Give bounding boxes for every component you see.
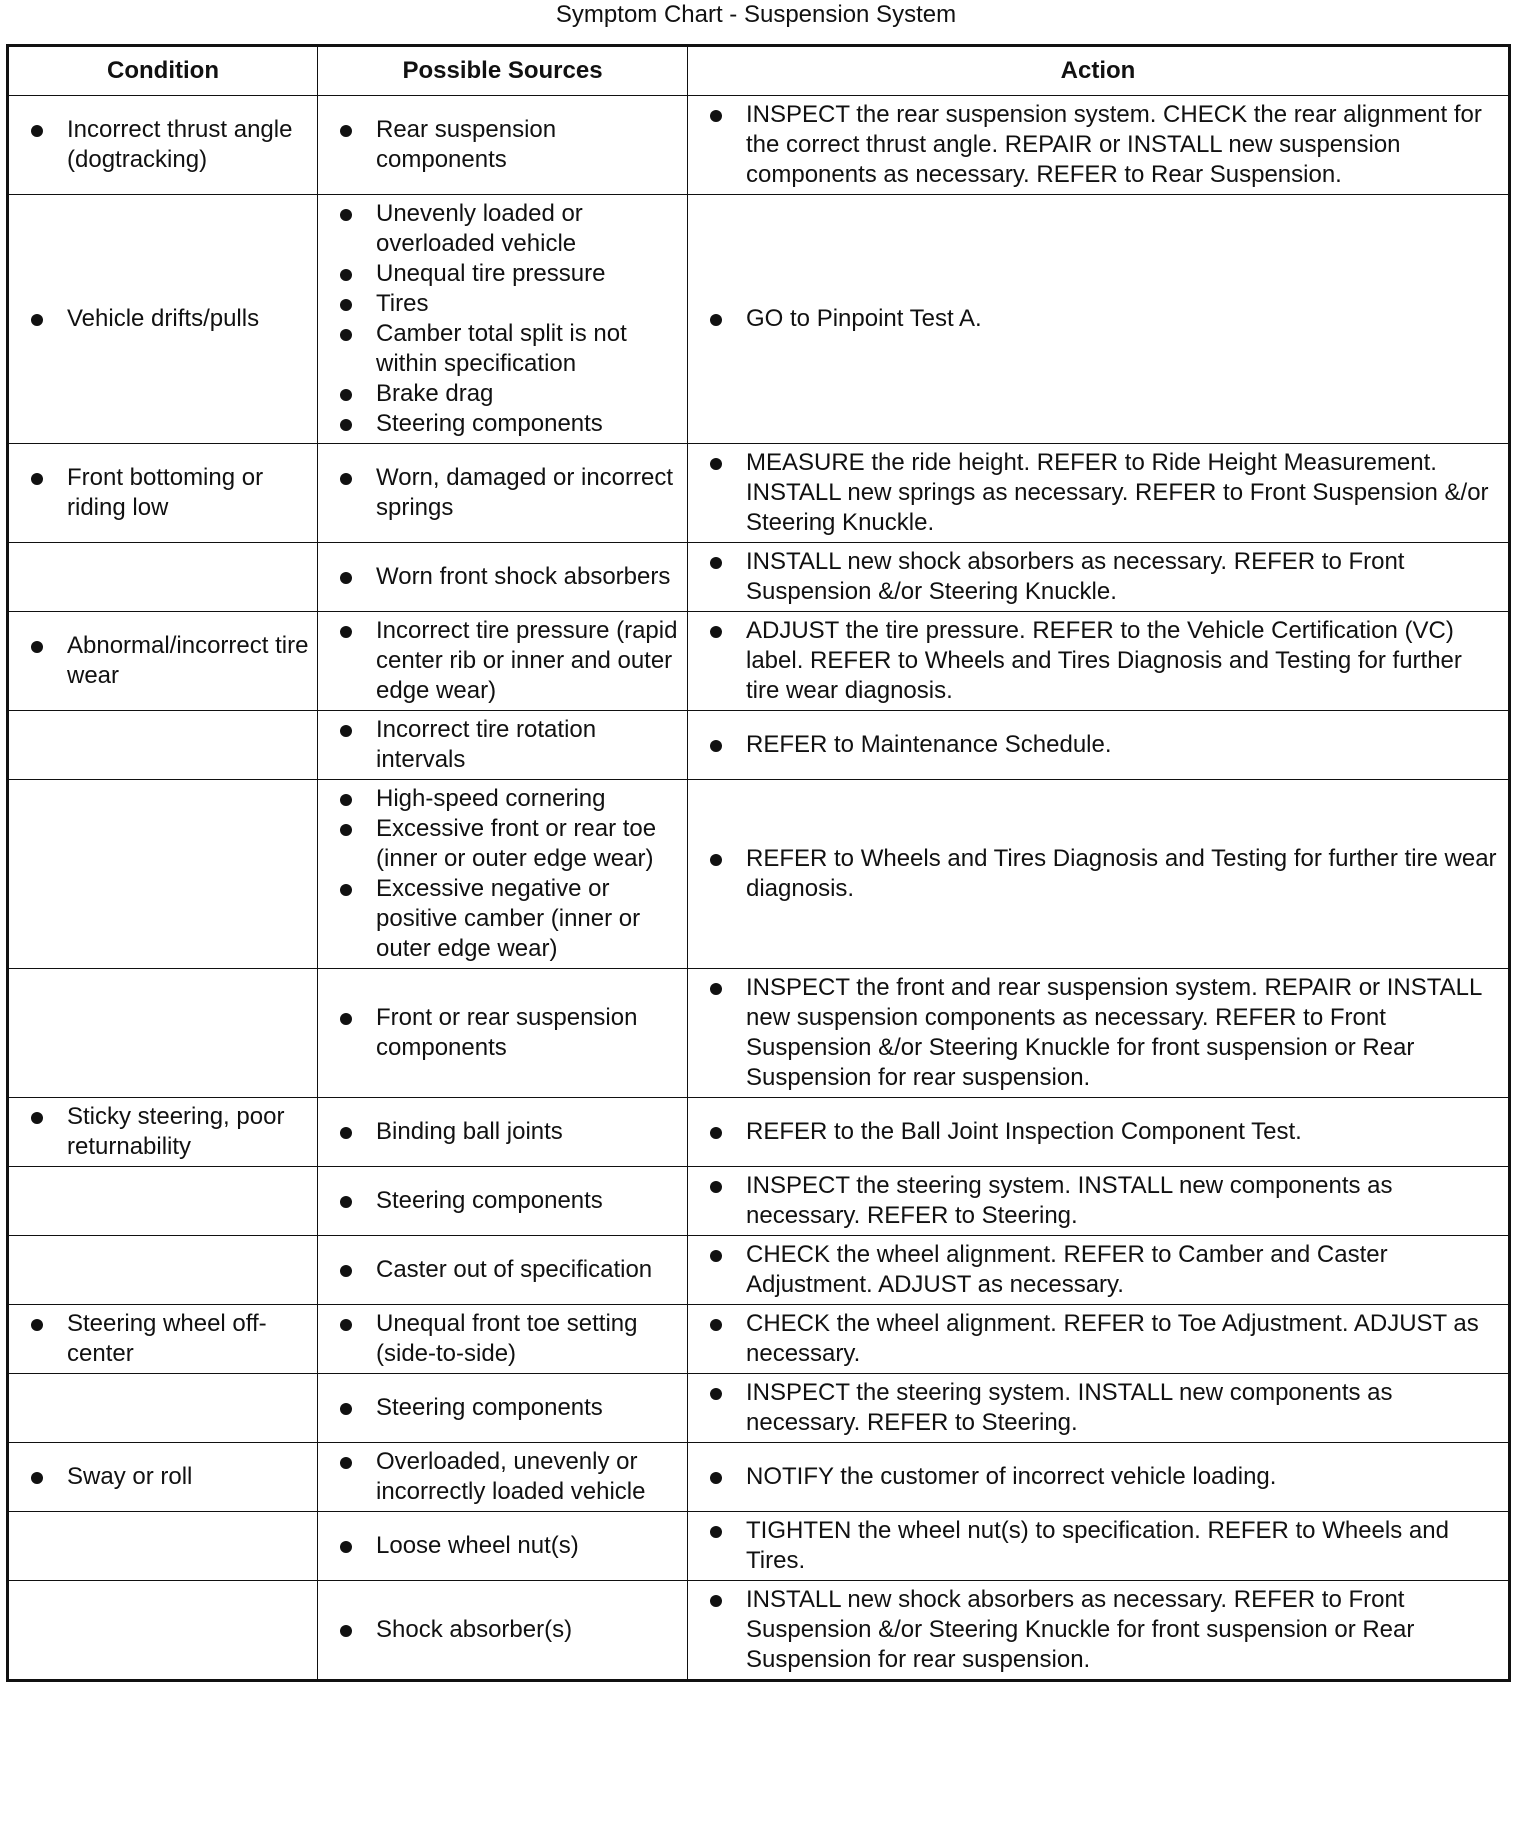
condition-cell bbox=[8, 1098, 318, 1167]
possible-sources-cell bbox=[318, 1581, 688, 1681]
table-row bbox=[8, 1236, 1510, 1305]
condition-cell bbox=[8, 195, 318, 444]
action-text: INSPECT the steering system. INSTALL new components as necessary. REFER to Steering. bbox=[710, 1171, 1500, 1231]
possible-sources-cell bbox=[318, 969, 688, 1098]
condition-cell bbox=[8, 543, 318, 612]
condition-cell bbox=[8, 1512, 318, 1581]
condition-cell bbox=[8, 444, 318, 543]
action-text: INSPECT the front and rear suspension system. REPAIR or INSTALL new suspension components as necessary. REFER to Front Suspension &/or Steering Knuckle for front suspension or Rear Suspension for rear suspension. bbox=[710, 973, 1500, 1093]
condition-cell bbox=[8, 711, 318, 780]
action-cell bbox=[688, 711, 1510, 780]
action-cell bbox=[688, 543, 1510, 612]
condition-text: Sticky steering, poor returnability bbox=[31, 1102, 309, 1162]
action-cell bbox=[688, 96, 1510, 195]
source-item: Incorrect tire pressure (rapid center rib or inner and outer edge wear) bbox=[340, 616, 679, 706]
action-text: INSTALL new shock absorbers as necessary. REFER to Front Suspension &/or Steering Knuckle. bbox=[710, 547, 1500, 607]
table-row bbox=[8, 96, 1510, 195]
action-cell bbox=[688, 1443, 1510, 1512]
source-item: Incorrect tire rotation intervals bbox=[340, 715, 679, 775]
source-item: Steering components bbox=[340, 1393, 679, 1423]
source-item: Brake drag bbox=[340, 379, 679, 409]
action-text: NOTIFY the customer of incorrect vehicle loading. bbox=[710, 1462, 1500, 1492]
condition-text: Vehicle drifts/pulls bbox=[31, 304, 309, 334]
condition-text: Incorrect thrust angle (dogtracking) bbox=[31, 115, 309, 175]
table-row bbox=[8, 1098, 1510, 1167]
action-cell bbox=[688, 444, 1510, 543]
source-item: Loose wheel nut(s) bbox=[340, 1531, 679, 1561]
column-header-action: Action bbox=[688, 46, 1510, 96]
header-row bbox=[8, 46, 1510, 96]
action-cell bbox=[688, 1098, 1510, 1167]
action-text: INSPECT the steering system. INSTALL new components as necessary. REFER to Steering. bbox=[710, 1378, 1500, 1438]
column-header-condition: Condition bbox=[8, 46, 318, 96]
source-item: Front or rear suspension components bbox=[340, 1003, 679, 1063]
table-row bbox=[8, 612, 1510, 711]
possible-sources-cell bbox=[318, 1167, 688, 1236]
source-item: Tires bbox=[340, 289, 679, 319]
condition-cell bbox=[8, 612, 318, 711]
table-row bbox=[8, 195, 1510, 444]
table-row bbox=[8, 1374, 1510, 1443]
condition-cell bbox=[8, 1305, 318, 1374]
condition-text: Front bottoming or riding low bbox=[31, 463, 309, 523]
source-item: Worn, damaged or incorrect springs bbox=[340, 463, 679, 523]
action-text: INSPECT the rear suspension system. CHECK the rear alignment for the correct thrust angle. REPAIR or INSTALL new suspension components as necessary. REFER to Rear Suspension. bbox=[710, 100, 1500, 190]
condition-cell bbox=[8, 1581, 318, 1681]
action-cell bbox=[688, 612, 1510, 711]
source-item: Caster out of specification bbox=[340, 1255, 679, 1285]
condition-cell bbox=[8, 1374, 318, 1443]
condition-cell bbox=[8, 96, 318, 195]
action-text: CHECK the wheel alignment. REFER to Toe Adjustment. ADJUST as necessary. bbox=[710, 1309, 1500, 1369]
condition-cell bbox=[8, 1167, 318, 1236]
action-cell bbox=[688, 1305, 1510, 1374]
table-row bbox=[8, 1167, 1510, 1236]
condition-text: Abnormal/incorrect tire wear bbox=[31, 631, 309, 691]
action-text: ADJUST the tire pressure. REFER to the Vehicle Certification (VC) label. REFER to Wheels and Tires Diagnosis and Testing for further tire wear diagnosis. bbox=[710, 616, 1500, 706]
possible-sources-cell bbox=[318, 1305, 688, 1374]
possible-sources-cell bbox=[318, 1098, 688, 1167]
possible-sources-cell bbox=[318, 1512, 688, 1581]
source-item: Overloaded, unevenly or incorrectly loaded vehicle bbox=[340, 1447, 679, 1507]
column-header-possible-sources: Possible Sources bbox=[318, 46, 688, 96]
action-cell bbox=[688, 1236, 1510, 1305]
possible-sources-cell bbox=[318, 1236, 688, 1305]
possible-sources-cell bbox=[318, 543, 688, 612]
action-text: TIGHTEN the wheel nut(s) to specification. REFER to Wheels and Tires. bbox=[710, 1516, 1500, 1576]
table-row bbox=[8, 1305, 1510, 1374]
possible-sources-cell bbox=[318, 1374, 688, 1443]
action-text: INSTALL new shock absorbers as necessary. REFER to Front Suspension &/or Steering Knuckle for front suspension or Rear Suspension for rear suspension. bbox=[710, 1585, 1500, 1675]
source-item: Worn front shock absorbers bbox=[340, 562, 679, 592]
condition-cell bbox=[8, 1443, 318, 1512]
table-row bbox=[8, 444, 1510, 543]
source-item: Unequal front toe setting (side-to-side) bbox=[340, 1309, 679, 1369]
action-cell bbox=[688, 1581, 1510, 1681]
symptom-chart-table bbox=[6, 44, 1511, 1682]
possible-sources-cell bbox=[318, 780, 688, 969]
page-title: Symptom Chart - Suspension System bbox=[555, 1, 957, 28]
source-item: Rear suspension components bbox=[340, 115, 679, 175]
source-item: Unequal tire pressure bbox=[340, 259, 679, 289]
possible-sources-cell bbox=[318, 444, 688, 543]
source-item: High-speed cornering bbox=[340, 784, 679, 814]
chart-body bbox=[8, 96, 1510, 1681]
possible-sources-cell bbox=[318, 711, 688, 780]
source-item: Excessive front or rear toe (inner or outer edge wear) bbox=[340, 814, 679, 874]
action-text: REFER to the Ball Joint Inspection Component Test. bbox=[710, 1117, 1500, 1147]
condition-cell bbox=[8, 969, 318, 1098]
action-text: GO to Pinpoint Test A. bbox=[710, 304, 1500, 334]
table-row bbox=[8, 1443, 1510, 1512]
condition-text: Sway or roll bbox=[31, 1462, 309, 1492]
table-row bbox=[8, 969, 1510, 1098]
action-cell bbox=[688, 195, 1510, 444]
possible-sources-cell bbox=[318, 1443, 688, 1512]
source-item: Steering components bbox=[340, 409, 679, 439]
source-item: Excessive negative or positive camber (inner or outer edge wear) bbox=[340, 874, 679, 964]
source-item: Steering components bbox=[340, 1186, 679, 1216]
table-row bbox=[8, 1581, 1510, 1681]
action-text: CHECK the wheel alignment. REFER to Camber and Caster Adjustment. ADJUST as necessary. bbox=[710, 1240, 1500, 1300]
action-cell bbox=[688, 1374, 1510, 1443]
source-item: Binding ball joints bbox=[340, 1117, 679, 1147]
table-row bbox=[8, 711, 1510, 780]
table-row bbox=[8, 543, 1510, 612]
table-row bbox=[8, 1512, 1510, 1581]
condition-cell bbox=[8, 1236, 318, 1305]
condition-cell bbox=[8, 780, 318, 969]
source-item: Shock absorber(s) bbox=[340, 1615, 679, 1645]
action-cell bbox=[688, 1167, 1510, 1236]
action-cell bbox=[688, 969, 1510, 1098]
action-text: MEASURE the ride height. REFER to Ride Height Measurement. INSTALL new springs as necessary. REFER to Front Suspension &/or Steering Knuckle. bbox=[710, 448, 1500, 538]
possible-sources-cell bbox=[318, 612, 688, 711]
table-row bbox=[8, 780, 1510, 969]
action-text: REFER to Wheels and Tires Diagnosis and Testing for further tire wear diagnosis. bbox=[710, 844, 1500, 904]
action-cell bbox=[688, 780, 1510, 969]
action-cell bbox=[688, 1512, 1510, 1581]
source-item: Camber total split is not within specification bbox=[340, 319, 679, 379]
action-text: REFER to Maintenance Schedule. bbox=[710, 730, 1500, 760]
possible-sources-cell bbox=[318, 96, 688, 195]
possible-sources-cell bbox=[318, 195, 688, 444]
condition-text: Steering wheel off-center bbox=[31, 1309, 309, 1369]
source-item: Unevenly loaded or overloaded vehicle bbox=[340, 199, 679, 259]
